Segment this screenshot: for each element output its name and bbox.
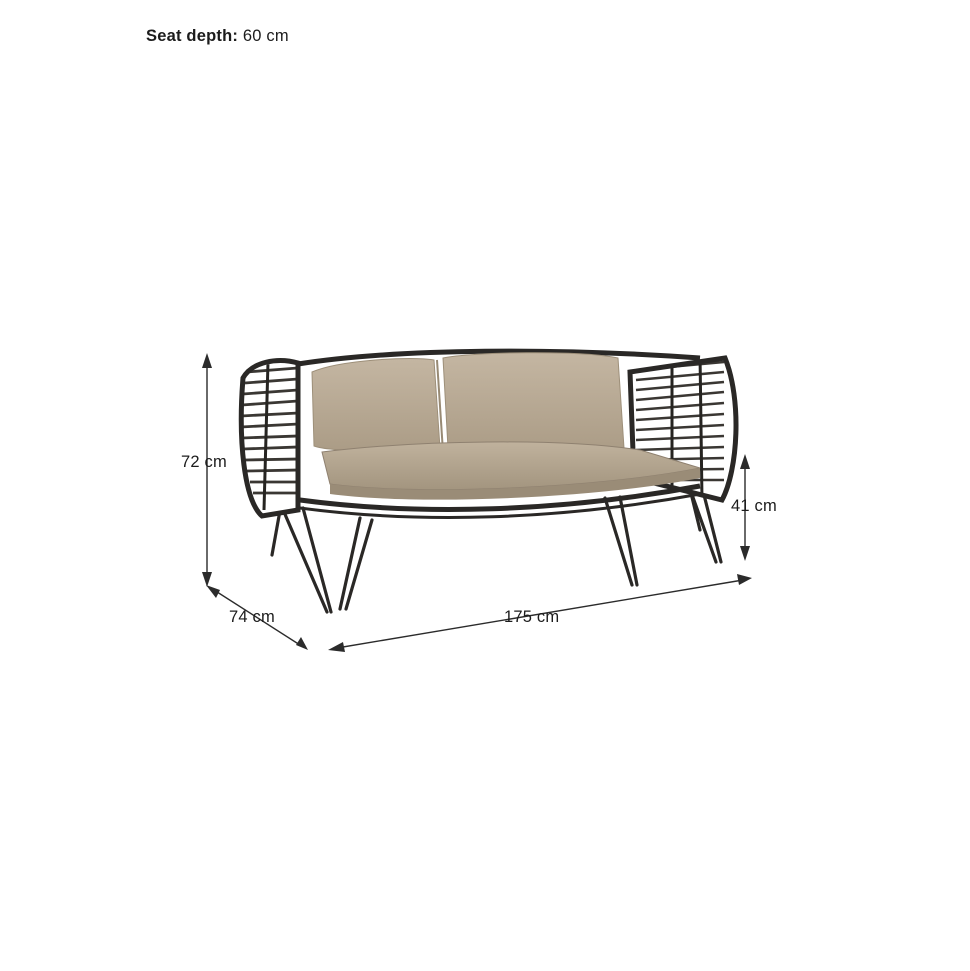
depth-dimension-label: 74 cm [229, 608, 275, 626]
height-dimension-label: 72 cm [181, 453, 227, 471]
seat-depth-value: 60 cm [242, 27, 289, 45]
seat-height-dimension-label: 41 cm [731, 497, 777, 515]
length-dimension-label: 175 cm [504, 608, 560, 626]
seat-depth-label: Seat depth: [146, 27, 239, 45]
